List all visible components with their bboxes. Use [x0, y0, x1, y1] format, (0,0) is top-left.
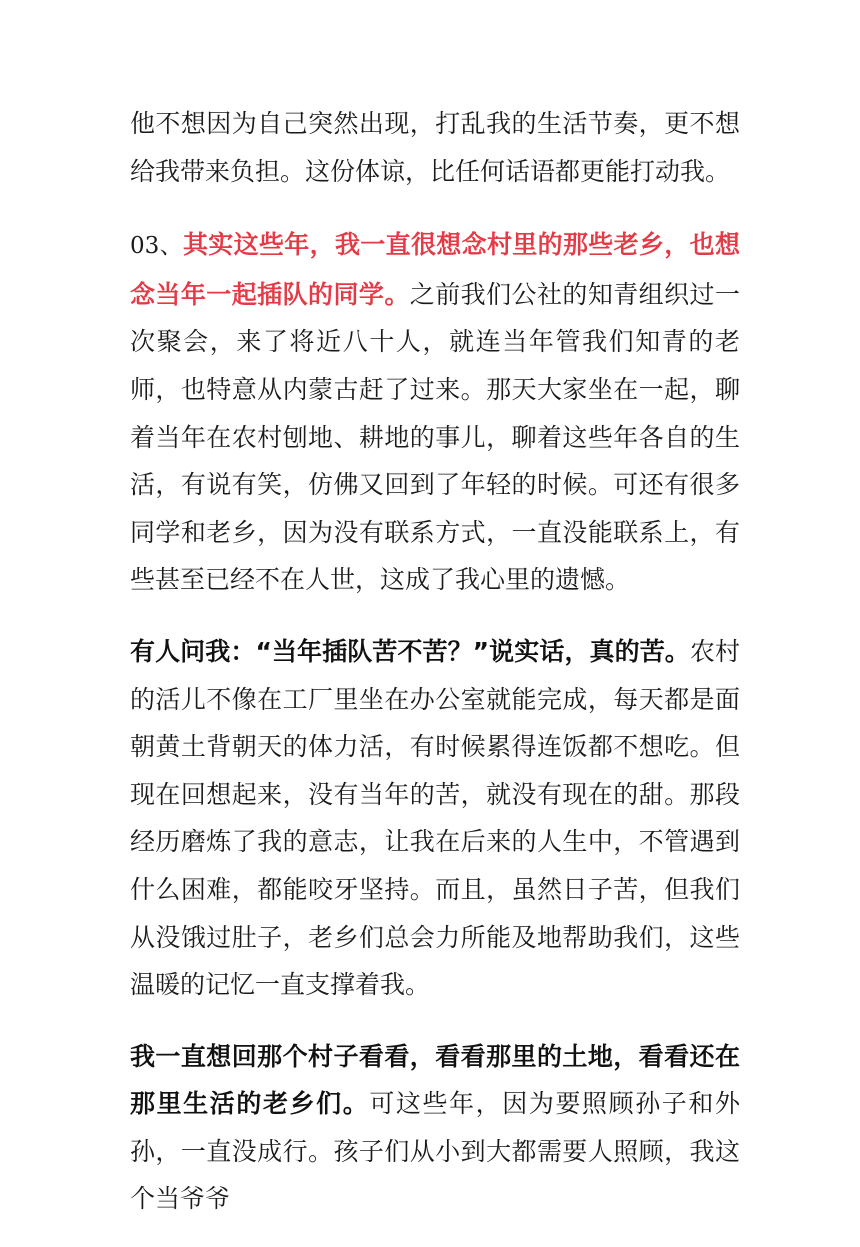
article-body: [130, 100, 740, 1247]
paragraph-4: [130, 1033, 740, 1223]
paragraph-3-text: 农村的活儿不像在工厂里坐在办公室就能完成，每天都是面朝黄土背朝天的体力活，有时候累得连饭都不想吃。但现在回想起来，没有当年的苦，就没有现在的甜。那段经历磨炼了我的意志，让我在后来的人生中，不管遇到什么困难，都能咬牙坚持。而且，虽然日子苦，但我们从没饿过肚子，老乡们总会力所能及地帮助我们，这些温暖的记忆一直支撑着我。: [130, 636, 740, 1000]
section-number: 03、: [130, 233, 183, 260]
paragraph-2-text: 之前我们公社的知青组织过一次聚会，来了将近八十人，就连当年管我们知青的老师，也特意从内蒙古赶了过来。那天大家坐在一起，聊着当年在农村刨地、耕地的事儿，聊着这些年各自的生活，有说有笑，仿佛又回到了年轻的时候。可还有很多同学和老乡，因为没有联系方式，一直没能联系上，有些甚至已经不在人世，这成了我心里的遗憾。: [130, 279, 740, 595]
paragraph-1: [130, 100, 740, 195]
bold-lead-sentence: 有人问我：“当年插队苦不苦？”说实话，真的苦。: [130, 636, 690, 666]
paragraph-3: [130, 628, 740, 1009]
bold-lead-sentence: 我一直想回那个村子看看，看看那里的土地，看看还在那里生活的老乡们。: [130, 1041, 740, 1119]
paragraph-2: [130, 221, 740, 604]
highlight-sentence: 其实这些年，我一直很想念村里的那些老乡，也想念当年一起插队的同学。: [130, 230, 740, 309]
paragraph-4-text: 可这些年，因为要照顾孙子和外孙，一直没成行。孩子们从小到大都需要人照顾，我这个当爷爷: [130, 1089, 740, 1214]
paragraph-1-text: 他不想因为自己突然出现，打乱我的生活节奏，更不想给我带来负担。这份体谅，比任何话语都更能打动我。: [130, 109, 740, 186]
